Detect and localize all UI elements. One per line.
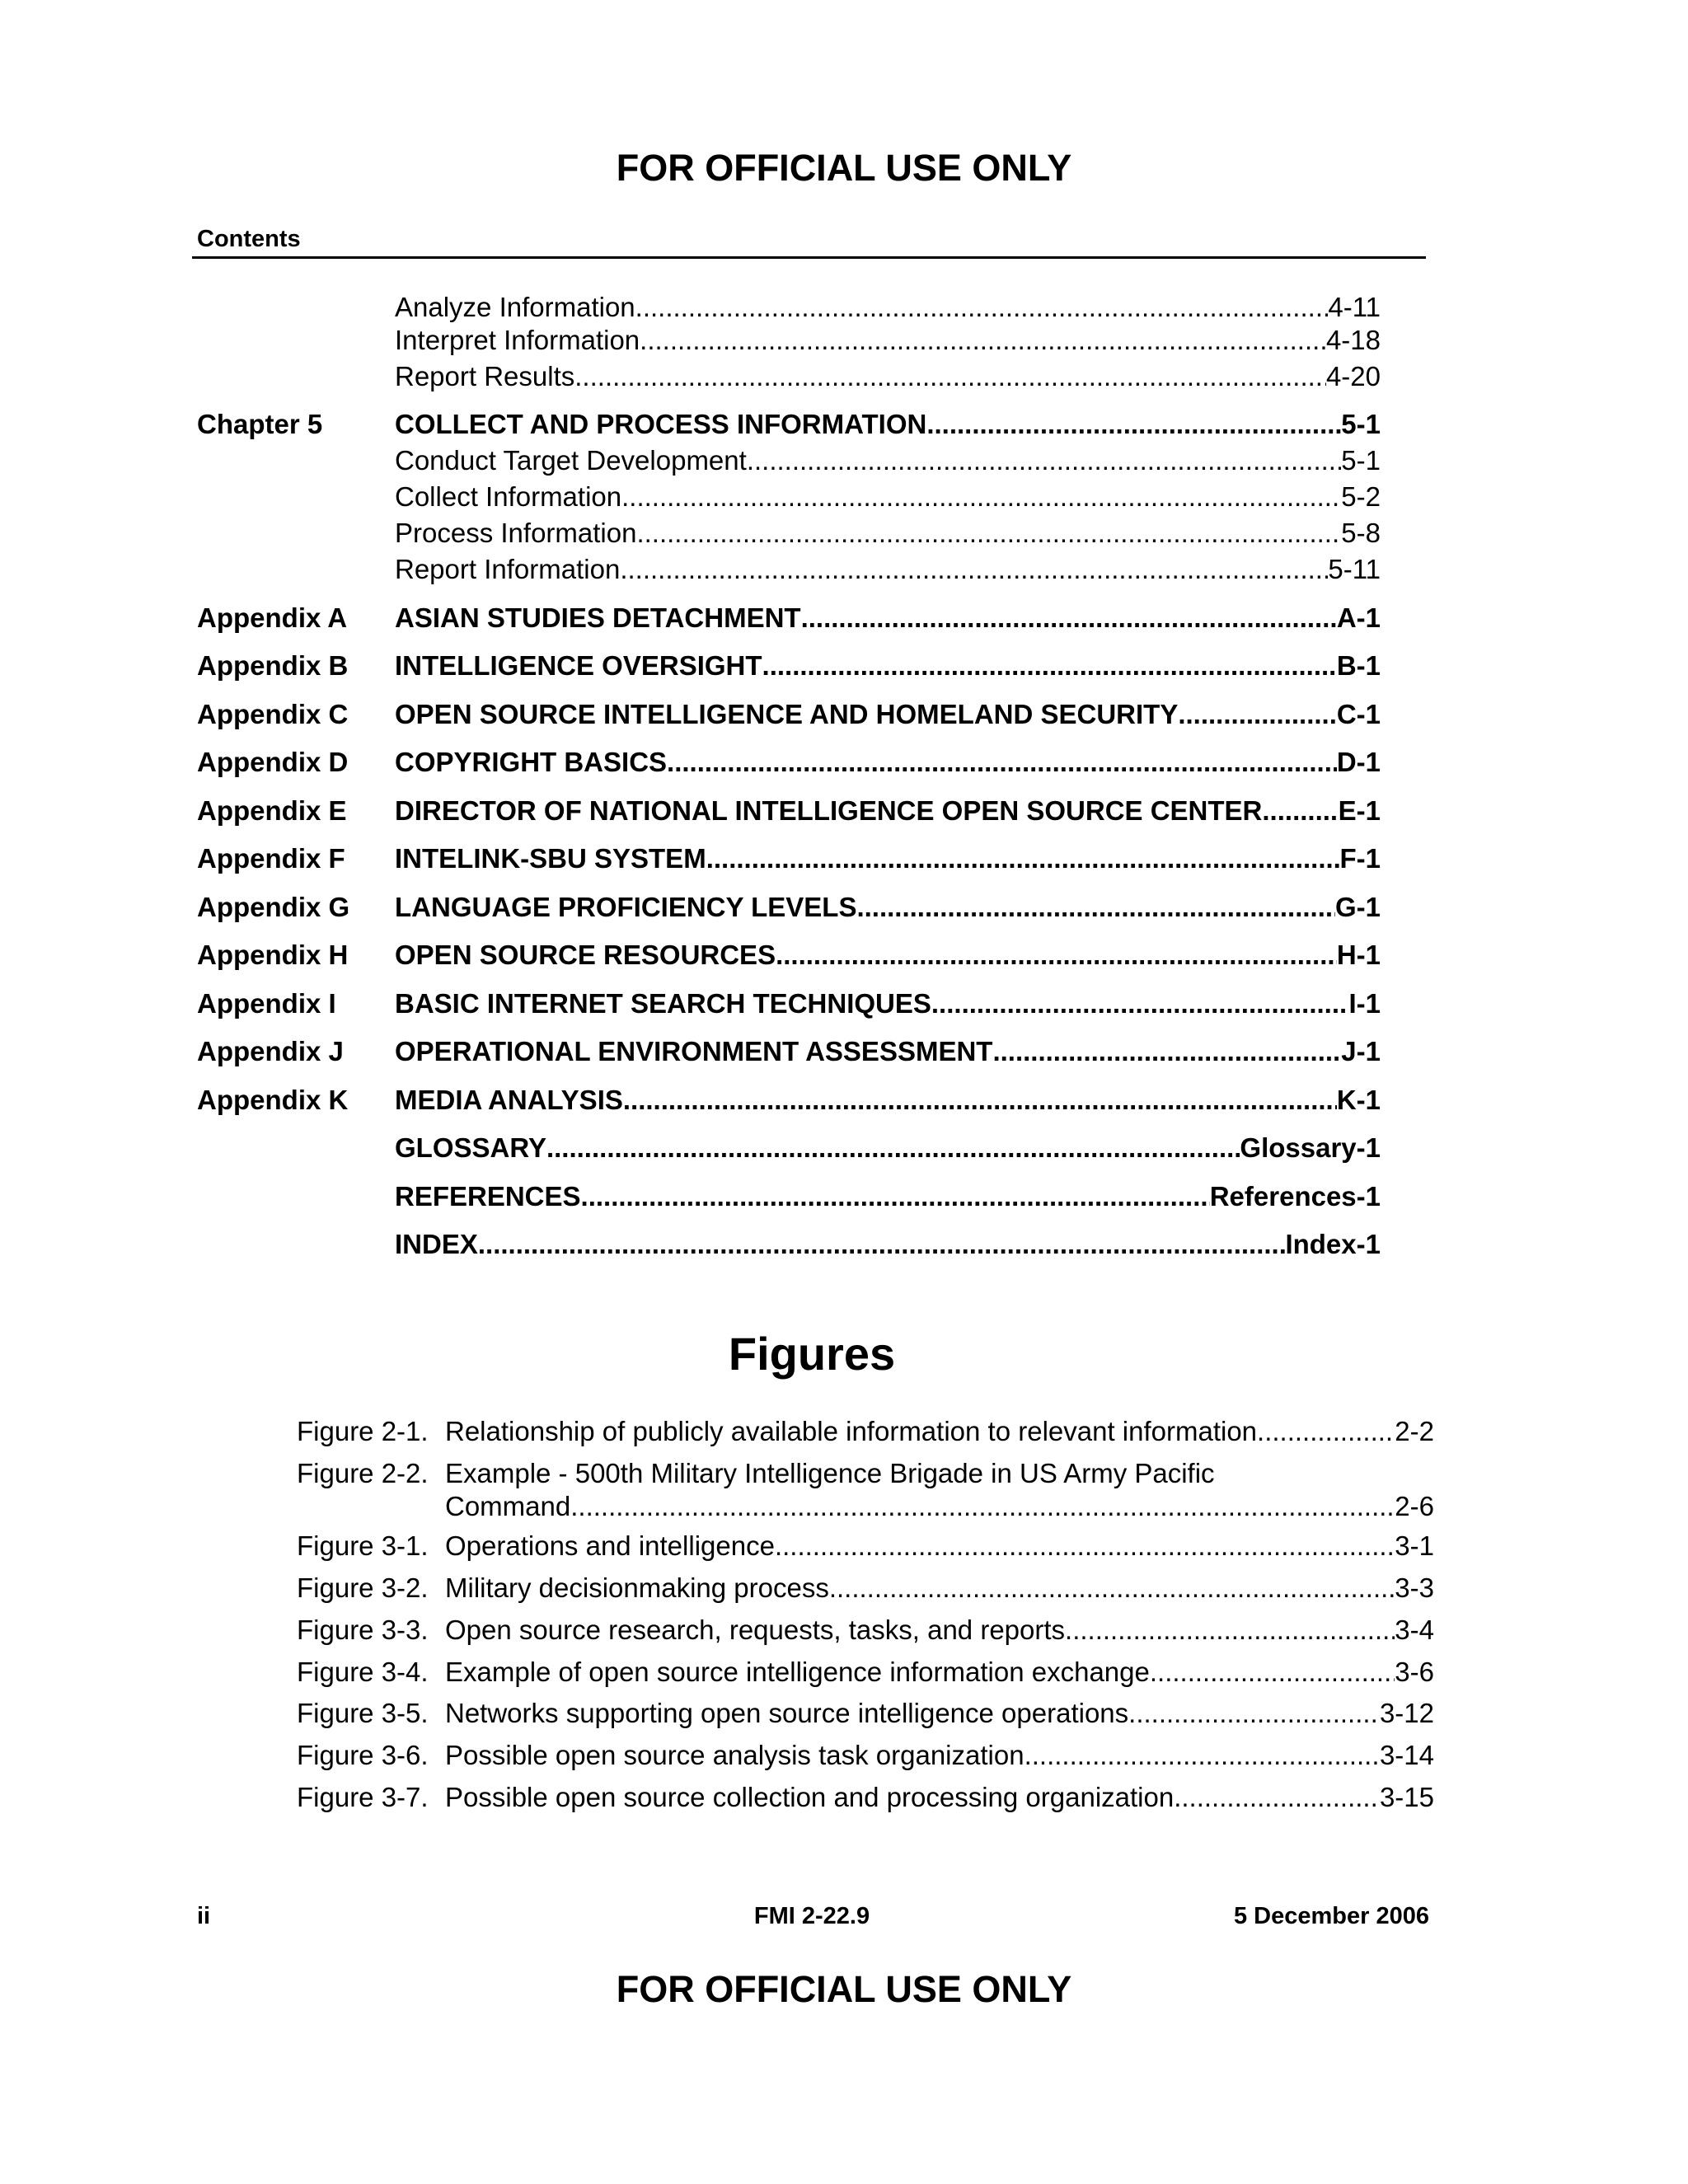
dot-leader: [546, 1132, 1240, 1165]
toc-entry-page: 5-1: [1341, 445, 1381, 476]
figure-page: 3-4: [1395, 1615, 1434, 1645]
toc-entry-title: REFERENCES: [395, 1181, 581, 1212]
toc-entry[interactable]: [197, 408, 1381, 441]
classification-banner-bottom: FOR OFFICIAL USE ONLY: [616, 1968, 1072, 2010]
toc-entry[interactable]: [197, 291, 1381, 324]
toc-entry[interactable]: [197, 517, 1381, 550]
dot-leader: [1262, 794, 1338, 827]
toc-entry-line: [395, 939, 1381, 972]
dot-leader: [478, 1228, 1286, 1261]
toc-entry-title: Report Information: [395, 554, 621, 584]
figure-title: Relationship of publicly available information to relevant information: [445, 1416, 1258, 1446]
dot-leader: [640, 324, 1326, 357]
toc-entry[interactable]: [197, 444, 1381, 477]
toc-entry[interactable]: [197, 324, 1381, 357]
figure-number: Figure 3-2.: [297, 1572, 429, 1603]
toc-entry-title: INDEX: [395, 1229, 478, 1259]
toc-entry[interactable]: [197, 1180, 1381, 1213]
toc-entry-page: E-1: [1338, 795, 1381, 826]
figure-body: [445, 1656, 1434, 1689]
toc-entry-line: [395, 987, 1381, 1020]
figure-title-line: [445, 1490, 1434, 1523]
toc-entry-title: OPEN SOURCE RESOURCES: [395, 940, 776, 970]
figure-body: [445, 1530, 1434, 1563]
toc-entry-title: INTELINK-SBU SYSTEM: [395, 843, 706, 874]
toc-entry[interactable]: [197, 1228, 1381, 1261]
toc-entry-title: ASIAN STUDIES DETACHMENT: [395, 602, 801, 633]
toc-entry-page: 4-11: [1328, 292, 1381, 322]
dot-leader: [747, 444, 1341, 477]
toc-entry-title: Process Information: [395, 518, 637, 548]
figure-body: [445, 1781, 1434, 1814]
dot-leader: [623, 1084, 1337, 1117]
figure-body: [445, 1614, 1434, 1647]
classification-banner-top: FOR OFFICIAL USE ONLY: [616, 147, 1072, 189]
toc-entry-line: [395, 1180, 1381, 1213]
toc-entry-page: H-1: [1336, 940, 1381, 970]
toc-entry-line: [395, 480, 1381, 513]
dot-leader: [636, 517, 1341, 550]
figure-number: Figure 3-3.: [297, 1615, 429, 1645]
toc-entry-line: [395, 1084, 1381, 1117]
figure-title: Example - 500th Military Intelligence Brigade in US Army Pacific: [445, 1458, 1215, 1488]
toc-entry[interactable]: [197, 1084, 1381, 1117]
dot-leader: [762, 649, 1337, 682]
toc-entry-title: Conduct Target Development: [395, 445, 747, 476]
toc-entry-page: Index-1: [1285, 1229, 1381, 1259]
toc-entry-title: Collect Information: [395, 481, 622, 512]
figures-heading: Figures: [728, 1328, 896, 1380]
toc-entry[interactable]: [197, 698, 1381, 731]
figure-number: Figure 3-7.: [297, 1782, 429, 1812]
toc-entry-page: F-1: [1339, 843, 1381, 874]
dot-leader: [775, 1530, 1395, 1563]
toc-entry-line: [395, 1228, 1381, 1261]
toc-entry[interactable]: [197, 842, 1381, 875]
toc-entry-line: [395, 794, 1381, 827]
toc-entry-line: [395, 408, 1381, 441]
figure-page: 3-3: [1395, 1572, 1434, 1603]
dot-leader: [574, 360, 1326, 393]
toc-entry-page: J-1: [1341, 1036, 1381, 1066]
toc-entry-title: MEDIA ANALYSIS: [395, 1085, 623, 1115]
toc-entry-label: Appendix J: [197, 1036, 344, 1066]
toc-entry-page: 4-18: [1325, 325, 1381, 355]
toc-entry-label: Appendix K: [197, 1085, 349, 1115]
toc-entry-title: INTELLIGENCE OVERSIGHT: [395, 650, 762, 681]
toc-entry-line: [395, 553, 1381, 586]
toc-entry-line: [395, 602, 1381, 635]
toc-entry-line: [395, 746, 1381, 779]
figure-title: Possible open source collection and processing organization: [445, 1782, 1175, 1812]
toc-entry-line: [395, 649, 1381, 682]
figure-number: Figure 2-1.: [297, 1416, 429, 1446]
figure-title: Operations and intelligence: [445, 1530, 775, 1561]
toc-entry-page: References-1: [1209, 1181, 1381, 1212]
toc-entry-label: Appendix C: [197, 699, 349, 729]
dot-leader: [706, 842, 1340, 875]
dot-leader: [1178, 698, 1336, 731]
toc-entry-title: LANGUAGE PROFICIENCY LEVELS: [395, 892, 857, 922]
toc-entry-line: [395, 360, 1381, 393]
toc-entry[interactable]: [197, 360, 1381, 393]
toc-entry-label: Appendix G: [197, 892, 350, 922]
footer-page-number: ii: [197, 1903, 211, 1929]
figure-body: [445, 1457, 1434, 1523]
header-rule: [192, 256, 1426, 259]
figure-title-line: [445, 1656, 1434, 1689]
toc-entry-page: 5-11: [1328, 554, 1381, 584]
footer-date: 5 December 2006: [1234, 1903, 1429, 1929]
toc-entry-page: 5-8: [1341, 518, 1381, 548]
toc-entry-title: OPERATIONAL ENVIRONMENT ASSESSMENT: [395, 1036, 993, 1066]
toc-entry-page: D-1: [1336, 747, 1381, 777]
dot-leader: [856, 891, 1335, 924]
figure-title-line: [445, 1530, 1434, 1563]
dot-leader: [992, 1035, 1341, 1068]
toc-entry-line: [395, 1035, 1381, 1068]
figure-page: 3-12: [1379, 1698, 1434, 1728]
figure-title: Networks supporting open source intelligence operations: [445, 1698, 1129, 1728]
toc-entry-page: Glossary-1: [1240, 1132, 1381, 1163]
dot-leader: [801, 602, 1337, 635]
toc-entry-page: 4-20: [1325, 361, 1381, 391]
dot-leader: [1025, 1739, 1380, 1772]
toc-entry[interactable]: [197, 602, 1381, 635]
toc-entry-line: [395, 698, 1381, 731]
figure-title-line: [445, 1614, 1434, 1647]
dot-leader: [1128, 1697, 1380, 1730]
toc-entry[interactable]: [197, 746, 1381, 779]
toc-entry-line: [395, 444, 1381, 477]
figure-title-line: [445, 1697, 1434, 1730]
toc-entry[interactable]: [197, 649, 1381, 682]
figure-body: [445, 1572, 1434, 1605]
dot-leader: [667, 746, 1337, 779]
toc-entry-page: I-1: [1348, 988, 1381, 1019]
toc-entry[interactable]: [197, 480, 1381, 513]
toc-entry-label: Appendix D: [197, 747, 349, 777]
figure-body: [445, 1697, 1434, 1730]
figure-title-line: [445, 1457, 1434, 1490]
figure-page: 3-15: [1379, 1782, 1434, 1812]
figure-number: Figure 3-5.: [297, 1698, 429, 1728]
dot-leader: [1257, 1415, 1395, 1448]
figure-page: 3-14: [1379, 1740, 1434, 1770]
figure-page: 2-6: [1395, 1491, 1434, 1521]
dot-leader: [1065, 1614, 1395, 1647]
toc-entry-title: GLOSSARY: [395, 1132, 546, 1163]
figure-page: 3-1: [1395, 1530, 1434, 1561]
dot-leader: [829, 1572, 1395, 1605]
dot-leader: [1174, 1781, 1380, 1814]
figure-body: [445, 1415, 1434, 1448]
toc-entry-line: [395, 291, 1381, 324]
toc-entry[interactable]: [197, 891, 1381, 924]
toc-entry-label: Appendix A: [197, 602, 348, 633]
toc-entry-page: A-1: [1336, 602, 1381, 633]
figure-number: Figure 3-6.: [297, 1740, 429, 1770]
figure-number: Figure 3-4.: [297, 1657, 429, 1687]
figure-title: Example of open source intelligence information exchange: [445, 1657, 1150, 1687]
toc-entry-label: Appendix I: [197, 988, 336, 1019]
dot-leader: [776, 939, 1337, 972]
toc-entry-line: [395, 842, 1381, 875]
toc-entry-page: 5-2: [1341, 481, 1381, 512]
dot-leader: [620, 553, 1328, 586]
figure-title-line: [445, 1415, 1434, 1448]
figure-title-line: [445, 1739, 1434, 1772]
toc-entry-label: Appendix E: [197, 795, 347, 826]
toc-entry[interactable]: [197, 987, 1381, 1020]
figure-title-line: [445, 1572, 1434, 1605]
toc-entry-label: Appendix B: [197, 650, 349, 681]
figure-number: Figure 2-2.: [297, 1458, 429, 1488]
toc-entry-title: COPYRIGHT BASICS: [395, 747, 668, 777]
dot-leader: [1150, 1656, 1395, 1689]
dot-leader: [581, 1180, 1210, 1213]
toc-entry-line: [395, 517, 1381, 550]
toc-entry-line: [395, 324, 1381, 357]
figure-title: Command: [445, 1491, 571, 1521]
toc-entry[interactable]: [197, 1035, 1381, 1068]
running-header-section: Contents: [197, 226, 301, 252]
toc-entry-page: 5-1: [1341, 409, 1381, 439]
toc-entry-title: OPEN SOURCE INTELLIGENCE AND HOMELAND SECURITY: [395, 699, 1179, 729]
toc-entry-label: Chapter 5: [197, 409, 323, 439]
figure-body: [445, 1739, 1434, 1772]
figure-title: Open source research, requests, tasks, and reports: [445, 1615, 1066, 1645]
dot-leader: [570, 1490, 1395, 1523]
toc-entry-label: Appendix H: [197, 940, 349, 970]
toc-entry-title: DIRECTOR OF NATIONAL INTELLIGENCE OPEN SOURCE CENTER: [395, 795, 1263, 826]
figure-title: Military decisionmaking process: [445, 1572, 829, 1603]
toc-entry-label: Appendix F: [197, 843, 345, 874]
figure-title: Possible open source analysis task organization: [445, 1740, 1025, 1770]
dot-leader: [621, 480, 1341, 513]
toc-entry-title: BASIC INTERNET SEARCH TECHNIQUES: [395, 988, 931, 1019]
toc-entry-line: [395, 1132, 1381, 1165]
toc-entry-title: COLLECT AND PROCESS INFORMATION: [395, 409, 927, 439]
toc-entry[interactable]: [197, 1132, 1381, 1165]
toc-entry-page: C-1: [1336, 699, 1381, 729]
dot-leader: [931, 987, 1349, 1020]
figure-page: 3-6: [1395, 1657, 1434, 1687]
toc-entry-title: Interpret Information: [395, 325, 640, 355]
toc-entry-line: [395, 891, 1381, 924]
toc-entry[interactable]: [197, 794, 1381, 827]
toc-entry-page: G-1: [1334, 892, 1381, 922]
figure-title-line: [445, 1781, 1434, 1814]
dot-leader: [635, 291, 1329, 324]
toc-entry[interactable]: [197, 553, 1381, 586]
footer-document-number: FMI 2-22.9: [753, 1903, 870, 1929]
dot-leader: [926, 408, 1341, 441]
figure-number: Figure 3-1.: [297, 1530, 429, 1561]
toc-entry-page: K-1: [1336, 1085, 1381, 1115]
toc-entry-page: B-1: [1336, 650, 1381, 681]
toc-entry[interactable]: [197, 939, 1381, 972]
figure-page: 2-2: [1395, 1416, 1434, 1446]
toc-entry-title: Analyze Information: [395, 292, 635, 322]
toc-entry-title: Report Results: [395, 361, 575, 391]
